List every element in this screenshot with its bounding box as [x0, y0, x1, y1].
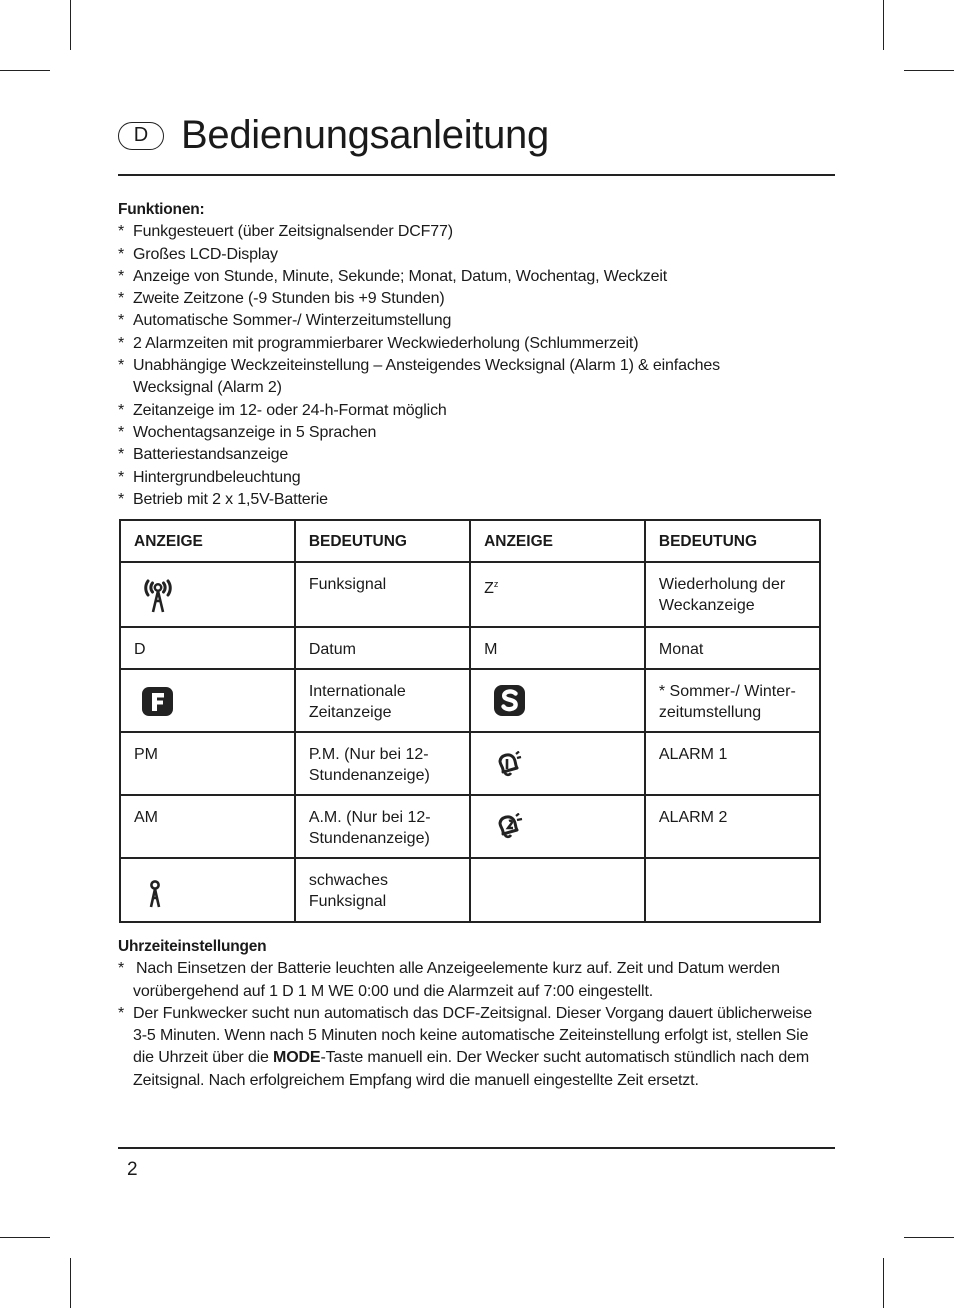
column-header: BEDEUTUNG — [295, 520, 470, 562]
weak-signal-icon — [147, 879, 163, 915]
meaning-cell: ALARM 1 — [645, 732, 820, 795]
function-item: * 2 Alarmzeiten mit programmierbarer Weckwiederholung (Schlummerzeit) — [118, 334, 639, 352]
snooze-symbol-superscript: z — [493, 579, 499, 589]
table-row — [120, 669, 820, 732]
meaning-cell: A.M. (Nur bei 12-Stundenanzeige) — [295, 795, 470, 858]
display-legend-table — [119, 519, 821, 923]
function-item: * Zeitanzeige im 12- oder 24-h-Format möglich — [118, 401, 447, 419]
symbol-cell — [470, 669, 645, 732]
page-header — [118, 108, 835, 176]
symbol-cell — [120, 858, 295, 922]
function-item: * Wochentagsanzeige in 5 Sprachen — [118, 423, 377, 441]
crop-mark — [883, 0, 884, 50]
time-settings-item: * Nach Einsetzen der Batterie leuchten alle Anzeigeelemente kurz auf. Zeit und Datum werden vorübergehend auf 1 D 1 M WE 0:00 und die Alarmzeit auf 7:00 eingestellt. — [118, 960, 780, 1000]
radio-signal-icon — [141, 575, 175, 621]
functions-heading: Funktionen: — [118, 201, 205, 218]
mode-key-label: MODE — [273, 1049, 321, 1067]
symbol-cell — [470, 562, 645, 627]
table-row — [120, 795, 820, 858]
symbol-cell — [120, 669, 295, 732]
function-item: * Automatische Sommer-/ Winterzeitumstellung — [118, 312, 452, 330]
snooze-symbol: Z — [484, 580, 494, 597]
crop-mark — [883, 1258, 884, 1308]
empty-cell — [645, 858, 820, 922]
alarm-bell-1-icon — [496, 751, 522, 785]
symbol-cell: PM — [120, 732, 295, 795]
crop-mark — [70, 1258, 71, 1308]
time-settings-section — [118, 936, 830, 1092]
meaning-cell: Internationale Zeitanzeige — [295, 669, 470, 732]
meaning-cell: ALARM 2 — [645, 795, 820, 858]
crop-mark — [0, 70, 50, 71]
function-item: * Anzeige von Stunde, Minute, Sekunde; Monat, Datum, Wochentag, Weckzeit — [118, 267, 668, 285]
meaning-cell: Wiederholung der Weckanzeige — [645, 562, 820, 627]
meaning-cell: Datum — [295, 627, 470, 669]
time-settings-heading: Uhrzeiteinstellungen — [118, 938, 267, 955]
symbol-cell — [470, 732, 645, 795]
function-item: * Zweite Zeitzone (-9 Stunden bis +9 Stunden) — [118, 290, 445, 308]
table-header-row — [120, 520, 820, 562]
symbol-cell — [120, 562, 295, 627]
meaning-cell: * Sommer-/ Winter-zeitumstellung — [645, 669, 820, 732]
crop-mark — [904, 1237, 954, 1238]
f-badge-icon — [141, 686, 175, 724]
crop-mark — [904, 70, 954, 71]
time-settings-item: * Der Funkwecker sucht nun automatisch das DCF-Zeitsignal. Dieser Vorgang dauert üblicherweise 3-5 Minuten. Wenn nach 5 Minuten noch keine automatische Zeiteinstellung erfolgt ist, stellen Sie die Uhrzeit über die MODE-Taste manuell ein. Der Wecker sucht automatisch stündlich nach dem Zeitsignal. Nach erfolgreichem Empfang wird die manuell eingestellte Zeit ersetzt. — [118, 1004, 812, 1089]
column-header: ANZEIGE — [470, 520, 645, 562]
meaning-cell: Funksignal — [295, 562, 470, 627]
function-item: * Großes LCD-Display — [118, 245, 278, 263]
s-badge-icon — [493, 684, 527, 723]
crop-mark — [70, 0, 71, 50]
column-header: BEDEUTUNG — [645, 520, 820, 562]
footer-rule — [118, 1147, 835, 1149]
table-row — [120, 732, 820, 795]
functions-section — [118, 199, 828, 511]
function-item: * Betrieb mit 2 x 1,5V-Batterie — [118, 490, 328, 508]
table-row — [120, 562, 820, 627]
table-row — [120, 858, 820, 922]
function-item: * Unabhängige Weckzeiteinstellung – Ansteigendes Wecksignal (Alarm 1) & einfaches Wecksignal (Alarm 2) — [118, 357, 721, 397]
meaning-cell: P.M. (Nur bei 12-Stundenanzeige) — [295, 732, 470, 795]
meaning-cell: schwaches Funksignal — [295, 858, 470, 922]
meaning-cell: Monat — [645, 627, 820, 669]
function-item: * Batteriestandsanzeige — [118, 446, 289, 464]
empty-cell — [470, 858, 645, 922]
function-item: * Funkgesteuert (über Zeitsignalsender DCF77) — [118, 223, 453, 241]
page-number: 2 — [127, 1159, 138, 1180]
table-row — [120, 627, 820, 669]
language-badge: D — [118, 122, 164, 150]
column-header: ANZEIGE — [120, 520, 295, 562]
page-title: Bedienungsanleitung — [181, 113, 549, 157]
symbol-cell — [470, 795, 645, 858]
symbol-cell: AM — [120, 795, 295, 858]
symbol-cell: M — [470, 627, 645, 669]
alarm-bell-2-icon — [496, 813, 524, 847]
function-item: * Hintergrundbeleuchtung — [118, 468, 301, 486]
symbol-cell: D — [120, 627, 295, 669]
crop-mark — [0, 1237, 50, 1238]
